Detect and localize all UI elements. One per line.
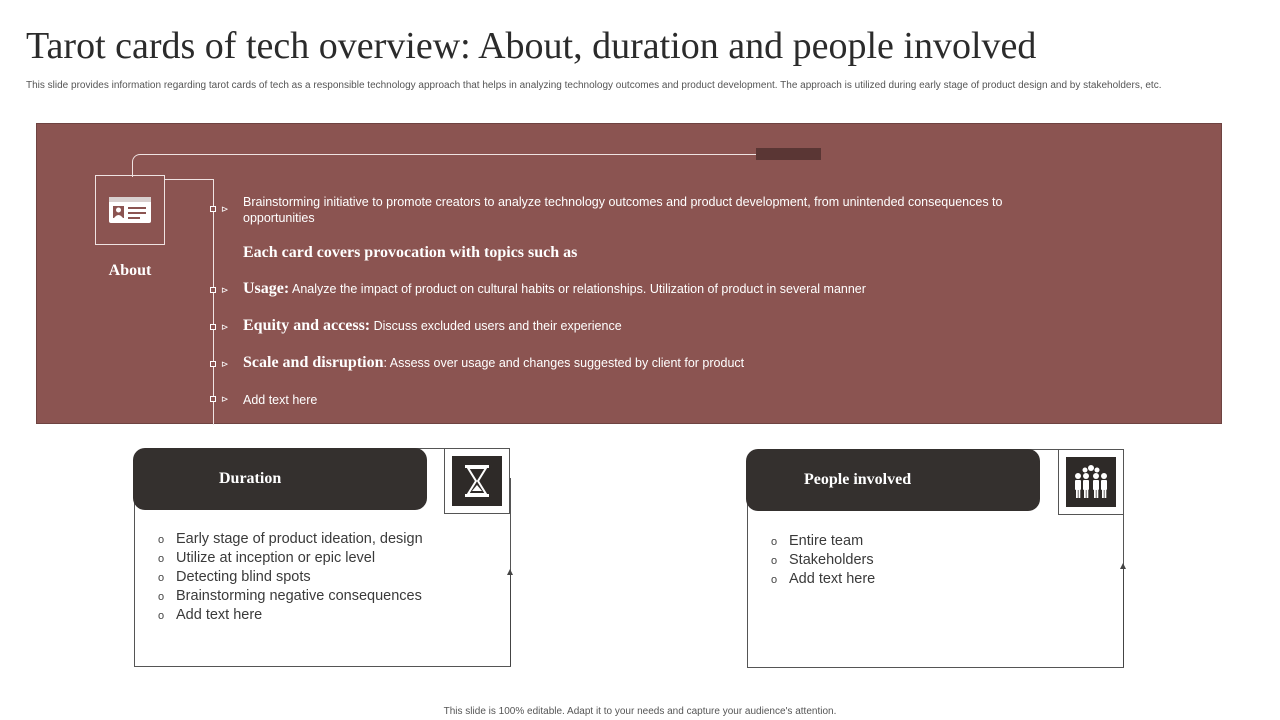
people-header [746, 449, 1040, 511]
topic-keyword: Scale and disruption [243, 354, 384, 371]
topics-heading: Each card covers provocation with topics such as [243, 244, 578, 261]
list-item: o Add text here [771, 571, 876, 587]
people-icon-bg [1066, 457, 1116, 507]
id-card-icon [108, 196, 152, 224]
timeline-node [210, 396, 216, 402]
people-title: People involved [804, 471, 912, 488]
arrow-icon: ⊳ [221, 322, 229, 332]
list-item: o Early stage of product ideation, design [158, 531, 423, 547]
timeline-node [210, 361, 216, 367]
about-intro: Brainstorming initiative to promote creators to analyze technology outcomes and product development, from unintended consequences to opportunities [243, 195, 1003, 225]
duration-icon-frame [444, 448, 510, 514]
duration-icon-bg [452, 456, 502, 506]
list-item: o Entire team [771, 533, 864, 549]
duration-list [158, 530, 423, 625]
arrow-icon: ⊳ [221, 204, 229, 214]
people-list [771, 532, 875, 589]
arrow-icon: ⊳ [221, 285, 229, 295]
accent-bar [756, 148, 821, 160]
page-subtitle: This slide provides information regarding tarot cards of tech as a responsible technology approach that helps in analyzing technology outcomes and product development. The approach is utilized during early stage of product design and by stakeholders, etc. [26, 80, 1162, 91]
page-title: Tarot cards of tech overview: About, duration and people involved [26, 25, 1037, 67]
arrow-up-icon [1123, 568, 1124, 667]
list-item: o Detecting blind spots [158, 569, 311, 585]
topic-text: Analyze the impact of product on cultural habits or relationships. Utilization of product in several manner [289, 282, 866, 296]
topic-equity [243, 318, 622, 334]
hourglass-icon [464, 464, 490, 498]
people-icon-frame [1058, 449, 1124, 515]
timeline-node [210, 324, 216, 330]
about-extra: Add text here [243, 393, 318, 407]
about-icon-frame [95, 175, 165, 245]
about-connector [165, 179, 213, 180]
team-icon [1072, 464, 1110, 500]
topic-scale [243, 355, 744, 371]
topic-usage [243, 281, 866, 297]
timeline-node [210, 287, 216, 293]
topic-text: : Assess over usage and changes suggested by client for product [383, 356, 745, 370]
timeline-node [210, 206, 216, 212]
duration-header [133, 448, 427, 510]
list-item: o Utilize at inception or epic level [158, 550, 376, 566]
list-item: o Add text here [158, 607, 263, 623]
footer-note: This slide is 100% editable. Adapt it to your needs and capture your audience's attention. [443, 706, 837, 717]
list-item: o Brainstorming negative consequences [158, 588, 422, 604]
topic-text: Discuss excluded users and their experience [370, 319, 622, 333]
about-label: About [108, 262, 152, 279]
arrow-icon: ⊳ [221, 394, 229, 404]
topic-keyword: Usage: [243, 280, 290, 297]
top-connector-line [132, 154, 793, 177]
topic-keyword: Equity and access: [243, 317, 371, 334]
timeline-line [213, 179, 214, 425]
arrow-icon: ⊳ [221, 359, 229, 369]
arrow-up-icon [510, 574, 511, 666]
about-panel [36, 123, 1222, 424]
duration-title: Duration [219, 470, 282, 487]
list-item: o Stakeholders [771, 552, 874, 568]
